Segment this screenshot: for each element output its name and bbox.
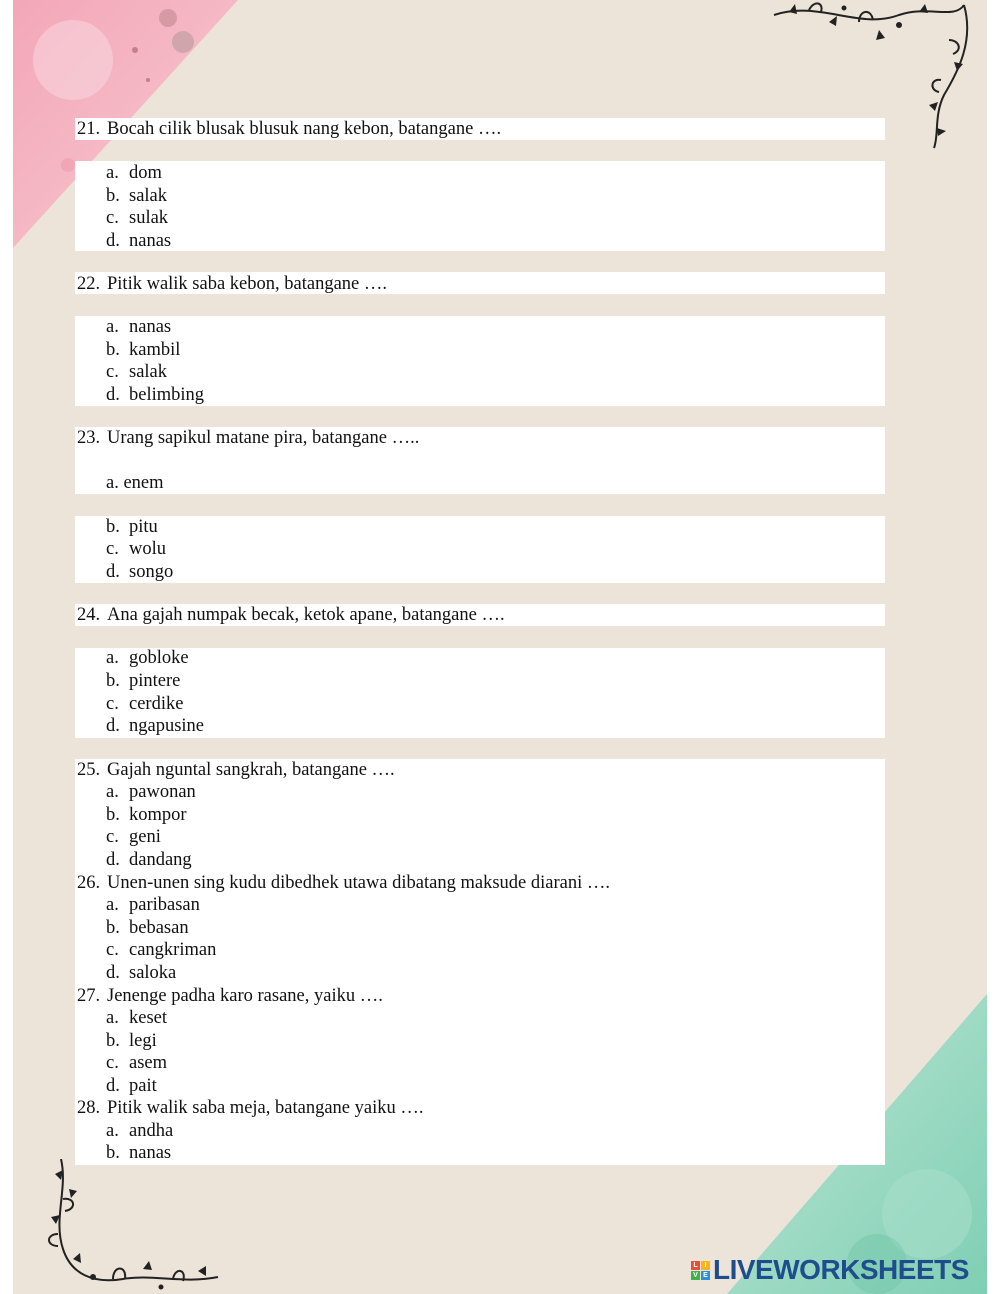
option-23b[interactable]: b. pitu (106, 517, 158, 537)
question-number: 25. (77, 760, 101, 780)
question-text: Jenenge padha karo rasane, yaiku …. (107, 986, 383, 1006)
question-28 (77, 1097, 423, 1119)
question-number: 23. (77, 428, 101, 448)
question-text: Urang sapikul matane pira, batangane ….. (107, 428, 420, 448)
option-22d[interactable]: d. belimbing (106, 385, 205, 405)
option-21a[interactable]: a. dom (106, 163, 162, 183)
question-text: Gajah nguntal sangkrah, batangane …. (107, 760, 395, 780)
question-26 (77, 872, 610, 894)
option-22a[interactable]: a. nanas (106, 317, 172, 337)
question-24 (77, 604, 505, 626)
option-24a[interactable]: a. gobloke (106, 648, 189, 668)
question-21 (77, 118, 501, 140)
option-25a[interactable]: a. pawonan (106, 782, 196, 802)
question-number: 27. (77, 986, 101, 1006)
question-number: 26. (77, 873, 101, 893)
logo-tile: I (701, 1261, 710, 1270)
question-number: 24. (77, 605, 101, 625)
option-27b[interactable]: b. legi (106, 1031, 157, 1051)
option-24b[interactable]: b. pintere (106, 671, 181, 691)
option-25d[interactable]: d. dandang (106, 850, 192, 870)
option-26c[interactable]: c. cangkriman (106, 940, 217, 960)
brand-text: LIVEWORKSHEETS (713, 1254, 969, 1285)
question-number: 21. (77, 119, 101, 139)
option-26d[interactable]: d. saloka (106, 963, 177, 983)
option-26b[interactable]: b. bebasan (106, 918, 189, 938)
band (75, 516, 885, 583)
option-27d[interactable]: d. pait (106, 1076, 157, 1096)
option-23c[interactable]: c. wolu (106, 539, 166, 559)
option-21d[interactable]: d. nanas (106, 231, 172, 251)
question-text: Pitik walik saba meja, batangane yaiku …. (107, 1098, 424, 1118)
option-27a[interactable]: a. keset (106, 1008, 168, 1028)
option-23a[interactable]: a. enem (106, 473, 164, 493)
option-26a[interactable]: a. paribasan (106, 895, 200, 915)
option-21b[interactable]: b. salak (106, 186, 168, 206)
logo-icon (691, 1261, 710, 1280)
option-28b[interactable]: b. nanas (106, 1143, 172, 1163)
question-number: 28. (77, 1098, 101, 1118)
question-number: 22. (77, 274, 101, 294)
liveworksheets-logo[interactable] (691, 1255, 969, 1285)
question-text: Unen-unen sing kudu dibedhek utawa dibatang maksude diarani …. (107, 873, 610, 893)
logo-tile: V (691, 1271, 700, 1280)
worksheet-page (13, 0, 987, 1294)
question-23 (77, 427, 419, 449)
question-text: Pitik walik saba kebon, batangane …. (107, 274, 388, 294)
question-text: Ana gajah numpak becak, ketok apane, batangane …. (107, 605, 505, 625)
option-24d[interactable]: d. ngapusine (106, 716, 205, 736)
option-22b[interactable]: b. kambil (106, 340, 181, 360)
logo-tile: E (701, 1271, 710, 1280)
question-25 (77, 759, 395, 781)
question-text: Bocah cilik blusak blusuk nang kebon, batangane …. (107, 119, 502, 139)
option-25c[interactable]: c. geni (106, 827, 161, 847)
option-27c[interactable]: c. asem (106, 1053, 168, 1073)
option-28a[interactable]: a. andha (106, 1121, 174, 1141)
option-23d[interactable]: d. songo (106, 562, 174, 582)
question-27 (77, 985, 383, 1007)
option-21c[interactable]: c. sulak (106, 208, 169, 228)
question-22 (77, 273, 387, 295)
band (75, 161, 885, 251)
logo-tile: L (691, 1261, 700, 1270)
option-25b[interactable]: b. kompor (106, 805, 187, 825)
option-22c[interactable]: c. salak (106, 362, 168, 382)
floral-flourish-bottom-left (33, 1159, 233, 1294)
option-24c[interactable]: c. cerdike (106, 694, 184, 714)
